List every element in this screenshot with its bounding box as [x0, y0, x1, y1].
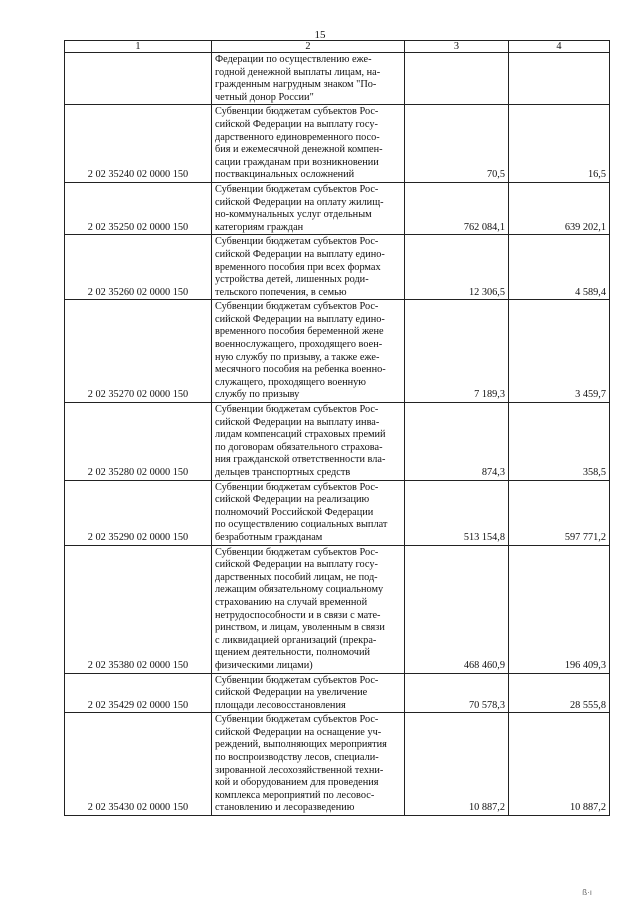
amount-col4-cell	[509, 53, 610, 105]
amount-col3-cell: 513 154,8	[405, 480, 509, 545]
table-row	[65, 713, 610, 816]
page-number: 15	[314, 29, 326, 41]
amount-col3-cell: 70 578,3	[405, 673, 509, 713]
amount-col3-cell: 12 306,5	[405, 235, 509, 300]
amount-col4-cell: 639 202,1	[509, 182, 610, 234]
description-line: с ликвидацией организаций (прекра-	[215, 634, 377, 646]
description-line: Субвенции бюджетам субъектов Рос-	[215, 106, 379, 118]
description-cell	[212, 403, 405, 481]
table-row	[65, 105, 610, 183]
column-header-3: 3	[405, 41, 509, 53]
amount-col3-cell: 10 887,2	[405, 713, 509, 816]
description-cell	[212, 480, 405, 545]
description-line: ния гражданской ответственности вла-	[215, 454, 386, 466]
description-line: годной денежной выплаты лицам, на-	[215, 66, 381, 78]
description-line: четный донор России"	[215, 91, 314, 103]
table-row	[65, 673, 610, 713]
description-line: Федерации по осуществлению еже-	[215, 54, 372, 65]
table-row	[65, 480, 610, 545]
description-line: кой и оборудованием для проведения	[215, 777, 379, 789]
description-line: Субвенции бюджетам субъектов Рос-	[215, 183, 379, 195]
description-line: зированной лесохозяйственной техни-	[215, 764, 384, 776]
description-line: Субвенции бюджетам субъектов Рос-	[215, 546, 379, 558]
budget-code-cell: 2 02 35280 02 0000 150	[65, 403, 212, 481]
description-line: сийской Федерации на оснащение уч-	[215, 726, 382, 738]
description-line: сийской Федерации на выплату госу-	[215, 118, 378, 130]
amount-col4-cell: 3 459,7	[509, 300, 610, 403]
description-line: по договорам обязательного страхова-	[215, 441, 383, 453]
description-line: Субвенции бюджетам субъектов Рос-	[215, 674, 379, 686]
description-line: сийской Федерации на реализацию	[215, 494, 370, 506]
description-line: бия и ежемесячной денежной компен-	[215, 144, 383, 156]
budget-code-cell: 2 02 35250 02 0000 150	[65, 182, 212, 234]
description-line: нетрудоспособности и в связи с мате-	[215, 609, 381, 621]
amount-col4-cell: 28 555,8	[509, 673, 610, 713]
description-line: сийской Федерации на увеличение	[215, 687, 368, 699]
budget-code-cell: 2 02 35429 02 0000 150	[65, 673, 212, 713]
description-cell	[212, 673, 405, 713]
budget-code-cell: 2 02 35380 02 0000 150	[65, 545, 212, 673]
description-line: лежащим обязательному социальному	[215, 584, 384, 596]
description-line: временного пособия беременной жене	[215, 326, 384, 338]
description-line: по осуществлению социальных выплат	[215, 519, 388, 531]
description-line: гражденным нагрудным знаком "По-	[215, 79, 377, 91]
table-row	[65, 403, 610, 481]
description-line: сийской Федерации на оплату жилищ-	[215, 196, 384, 208]
description-line: сийской Федерации на выплату госу-	[215, 559, 378, 571]
amount-col4-cell: 196 409,3	[509, 545, 610, 673]
budget-code-cell: 2 02 35240 02 0000 150	[65, 105, 212, 183]
description-line: временного пособия при всех формах	[215, 261, 381, 273]
description-line: но-коммунальных услуг отдельным	[215, 209, 372, 221]
description-line: Субвенции бюджетам субъектов Рос-	[215, 714, 379, 726]
description-cell	[212, 300, 405, 403]
description-line: комплекса мероприятий по лесовос-	[215, 789, 375, 801]
description-line: устройства детей, лишенных роди-	[215, 274, 369, 286]
description-line: физическими лицами)	[215, 659, 313, 671]
description-cell	[212, 53, 405, 105]
footer-mark: ß·ı	[582, 888, 592, 897]
description-line: щением деятельности, полномочий	[215, 647, 370, 659]
column-header-1: 1	[65, 41, 212, 53]
table-row	[65, 235, 610, 300]
description-line: Субвенции бюджетам субъектов Рос-	[215, 481, 379, 493]
budget-code-cell: 2 02 35270 02 0000 150	[65, 300, 212, 403]
amount-col4-cell: 358,5	[509, 403, 610, 481]
description-line: по воспроизводству лесов, специали-	[215, 752, 379, 764]
amount-col4-cell: 597 771,2	[509, 480, 610, 545]
description-cell	[212, 713, 405, 816]
amount-col4-cell: 10 887,2	[509, 713, 610, 816]
description-line: сации гражданам при возникновении	[215, 156, 379, 168]
description-line: страхованию на случай временной	[215, 596, 368, 608]
description-line: лидам компенсаций страховых премий	[215, 429, 386, 441]
description-line: сийской Федерации на выплату едино-	[215, 313, 385, 325]
budget-code-cell: 2 02 35430 02 0000 150	[65, 713, 212, 816]
amount-col4-cell: 16,5	[509, 105, 610, 183]
description-line: безработным гражданам	[215, 531, 323, 543]
description-line: тельского попечения, в семью	[215, 286, 347, 298]
amount-col3-cell: 468 460,9	[405, 545, 509, 673]
description-line: дельцев транспортных средств	[215, 467, 351, 478]
header-row	[65, 41, 610, 53]
amount-col3-cell: 7 189,3	[405, 300, 509, 403]
column-header-2: 2	[212, 41, 405, 53]
amount-col3-cell: 874,3	[405, 403, 509, 481]
description-cell	[212, 182, 405, 234]
description-line: поствакцинальных осложнений	[215, 169, 355, 181]
description-line: сийской Федерации на выплату едино-	[215, 248, 385, 260]
table-header	[65, 41, 610, 53]
description-cell	[212, 545, 405, 673]
budget-table	[64, 40, 610, 816]
budget-code-cell: 2 02 35260 02 0000 150	[65, 235, 212, 300]
description-line: службу по призыву	[215, 389, 300, 401]
amount-col4-cell: 4 589,4	[509, 235, 610, 300]
table-row	[65, 182, 610, 234]
description-line: месячного пособия на ребенка военно-	[215, 364, 386, 376]
description-line: Субвенции бюджетам субъектов Рос-	[215, 404, 379, 416]
description-cell	[212, 105, 405, 183]
description-line: служащего, проходящего военную	[215, 376, 366, 388]
table-row	[65, 300, 610, 403]
description-line: сийской Федерации на выплату инва-	[215, 416, 380, 428]
table-row	[65, 545, 610, 673]
description-line: дарственных пособий лицам, не под-	[215, 571, 378, 583]
description-line: ную службу по призыву, а также еже-	[215, 351, 380, 363]
table-body	[65, 53, 610, 816]
description-line: полномочий Российской Федерации	[215, 506, 374, 518]
description-line: дарственного единовременного посо-	[215, 131, 380, 143]
amount-col3-cell	[405, 53, 509, 105]
budget-code-cell	[65, 53, 212, 105]
description-line: площади лесовосстановления	[215, 699, 346, 711]
table-row	[65, 53, 610, 105]
description-line: Субвенции бюджетам субъектов Рос-	[215, 301, 379, 313]
description-line: реждений, выполняющих мероприятия	[215, 739, 387, 751]
description-line: ринством, и лицам, уволенным в связи	[215, 622, 385, 634]
description-line: военнослужащего, проходящего воен-	[215, 339, 383, 351]
description-line: категориям граждан	[215, 221, 304, 233]
description-line: становлению и лесоразведению	[215, 802, 355, 814]
amount-col3-cell: 70,5	[405, 105, 509, 183]
budget-code-cell: 2 02 35290 02 0000 150	[65, 480, 212, 545]
amount-col3-cell: 762 084,1	[405, 182, 509, 234]
description-line: Субвенции бюджетам субъектов Рос-	[215, 236, 379, 248]
column-header-4: 4	[509, 41, 610, 53]
description-cell	[212, 235, 405, 300]
